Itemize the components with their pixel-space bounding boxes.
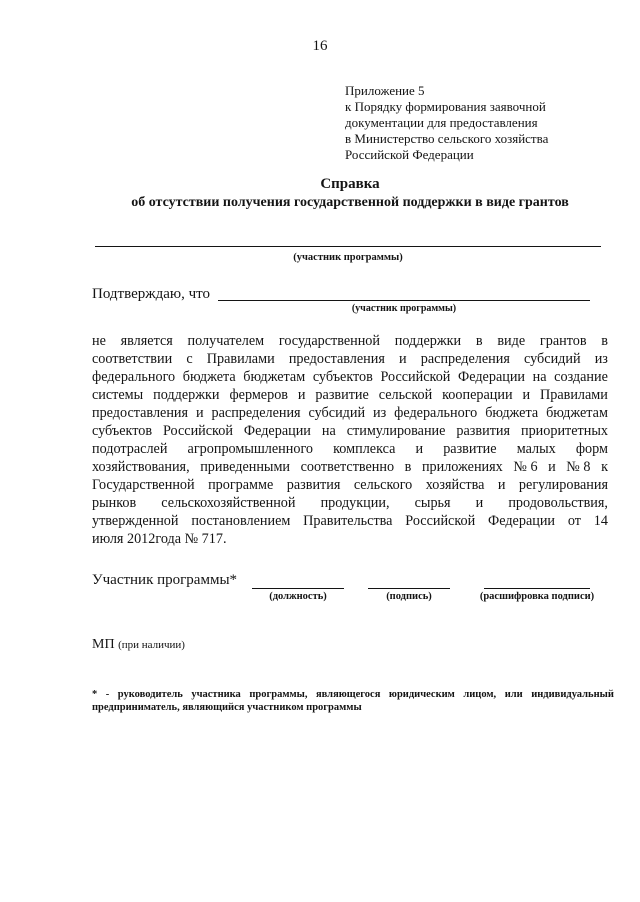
body-word: субсидий	[308, 405, 366, 421]
body-word: агропромышленного	[187, 441, 314, 457]
body-word: хозяйства	[425, 477, 485, 493]
body-line	[92, 530, 608, 548]
body-word: и	[415, 441, 424, 457]
decoding-line	[484, 588, 590, 589]
body-word: продукции,	[320, 495, 390, 511]
footnote-word: лицом,	[463, 689, 497, 700]
body-line	[92, 368, 608, 386]
footnote-word: -	[105, 689, 110, 700]
body-word: из	[373, 405, 387, 421]
body-word: 14	[593, 513, 608, 529]
body-word: и	[195, 405, 204, 421]
footnote	[92, 688, 614, 714]
body-word: виде	[497, 333, 526, 349]
footnote-word: *	[92, 689, 98, 700]
body-word: приложениях	[421, 459, 503, 475]
footnote-word: являющегося	[315, 689, 381, 700]
body-word: субъектов	[92, 423, 153, 439]
body-word: субъектов	[312, 369, 373, 385]
confirm-participant-line	[218, 300, 590, 301]
body-word: системы	[92, 387, 144, 403]
body-word: фермеров	[229, 387, 288, 403]
body-word: к	[601, 459, 608, 475]
body-word: распределения	[211, 405, 301, 421]
signature-label: Участник программы*	[92, 572, 238, 588]
appendix-line: в Министерство сельского хозяйства	[345, 131, 549, 146]
body-word: на	[321, 423, 336, 439]
body-word: № 8	[566, 459, 591, 475]
body-word: сырья	[414, 495, 451, 511]
signature-caption: (подпись)	[386, 591, 432, 602]
body-word: Федерации	[243, 423, 311, 439]
body-line	[92, 458, 608, 476]
body-word: субсидий	[524, 351, 581, 367]
body-word: бюджета	[182, 369, 236, 385]
participant-line	[95, 246, 601, 247]
body-word: форм	[575, 441, 608, 457]
body-line	[92, 332, 608, 350]
body-text	[92, 332, 608, 548]
body-word: утвержденной	[92, 513, 179, 529]
body-word: поддержки	[153, 387, 220, 403]
position-line	[252, 588, 344, 589]
document-subtitle: об отсутствии получения государственной поддержки в виде грантов	[131, 195, 569, 210]
body-word: и	[522, 387, 531, 403]
appendix-line: Российской Федерации	[345, 147, 474, 162]
body-word: Российской	[163, 423, 233, 439]
body-word: Правительства	[303, 513, 393, 529]
body-word: соответственно	[300, 459, 395, 475]
body-word: июля 2012года № 717.	[92, 531, 227, 547]
footnote-line	[92, 701, 614, 714]
body-word: в	[404, 459, 412, 475]
stamp-mark: МП	[92, 637, 115, 652]
footnote-word: участника	[191, 689, 241, 700]
body-word: Федерации	[488, 513, 556, 529]
footnote-word: руководитель	[117, 689, 183, 700]
body-word: регулирования	[518, 477, 608, 493]
body-word: государственной	[278, 333, 380, 349]
body-word: развитие	[443, 441, 497, 457]
footnote-word: индивидуальный	[531, 689, 614, 700]
footnote-word: программы,	[249, 689, 308, 700]
body-word: бюджетам	[243, 369, 306, 385]
body-word: федерального	[92, 369, 176, 385]
body-word: Российской	[380, 369, 451, 385]
body-word: в	[601, 333, 608, 349]
appendix-line: к Порядку формирования заявочной	[345, 99, 546, 114]
body-word: предоставления	[288, 351, 385, 367]
footnote-word: предприниматель, являющийся участником программы	[92, 702, 362, 713]
participant-caption: (участник программы)	[293, 252, 403, 263]
body-word: Государственной	[92, 477, 195, 493]
body-line	[92, 386, 608, 404]
body-word: приоритетных	[520, 423, 608, 439]
body-word: развития	[286, 477, 341, 493]
body-word: приведенными	[200, 459, 291, 475]
document-title: Справка	[320, 176, 380, 192]
body-word: из	[594, 351, 608, 367]
body-word: бюджетам	[546, 405, 608, 421]
body-word: сельской	[378, 387, 433, 403]
body-word: сельского	[353, 477, 413, 493]
body-word: соответствии	[92, 351, 173, 367]
body-word: Российской	[405, 513, 476, 529]
body-word: малых	[516, 441, 556, 457]
body-word: и	[497, 477, 506, 493]
appendix-line: документации для предоставления	[345, 115, 538, 130]
body-word: предоставления	[92, 405, 189, 421]
body-word: и	[297, 387, 306, 403]
body-word: сельскохозяйственной	[161, 495, 296, 511]
body-word: и	[548, 459, 556, 475]
body-word: продовольствия,	[508, 495, 608, 511]
stamp-label	[92, 637, 185, 653]
appendix-block	[345, 83, 615, 163]
body-word: постановлением	[191, 513, 291, 529]
body-line	[92, 350, 608, 368]
body-word: от	[567, 513, 581, 529]
body-line	[92, 404, 608, 422]
body-word: Правилами	[540, 387, 608, 403]
body-word: федерального	[394, 405, 478, 421]
body-word: программе	[208, 477, 274, 493]
body-word: на	[532, 369, 547, 385]
body-word: развития	[456, 423, 511, 439]
body-word: и	[475, 495, 484, 511]
body-word: бюджета	[485, 405, 539, 421]
decoding-caption: (расшифровка подписи)	[479, 591, 595, 602]
page-number: 16	[312, 38, 328, 54]
body-word: рынков	[92, 495, 137, 511]
body-word: грантов	[539, 333, 587, 349]
footnote-line	[92, 688, 614, 701]
body-line	[92, 422, 608, 440]
body-line	[92, 494, 608, 512]
body-line	[92, 512, 608, 530]
signature-line	[368, 588, 450, 589]
body-word: № 6	[513, 459, 538, 475]
body-word: является	[120, 333, 173, 349]
body-word: создание	[554, 369, 608, 385]
body-word: хозяйствования,	[92, 459, 190, 475]
body-word: распределения	[420, 351, 510, 367]
body-word: комплекса	[333, 441, 396, 457]
body-word: Правилами	[206, 351, 275, 367]
body-line	[92, 476, 608, 494]
body-word: поддержки	[394, 333, 462, 349]
body-word: получателем	[187, 333, 265, 349]
body-word: кооперации	[442, 387, 513, 403]
body-word: стимулирование	[346, 423, 446, 439]
position-caption: (должность)	[269, 591, 327, 602]
body-word: не	[92, 333, 106, 349]
confirm-label: Подтверждаю, что	[92, 286, 211, 302]
body-word: с	[186, 351, 193, 367]
footnote-word: или	[504, 689, 523, 700]
body-word: и	[399, 351, 407, 367]
body-word: в	[475, 333, 483, 349]
body-word: развитие	[315, 387, 369, 403]
confirm-participant-caption: (участник программы)	[351, 303, 457, 314]
appendix-line: Приложение 5	[345, 83, 425, 98]
body-line	[92, 440, 608, 458]
footnote-word: юридическим	[388, 689, 455, 700]
stamp-note: (при наличии)	[118, 639, 185, 651]
body-word: подотраслей	[92, 441, 168, 457]
body-word: Федерации	[458, 369, 526, 385]
